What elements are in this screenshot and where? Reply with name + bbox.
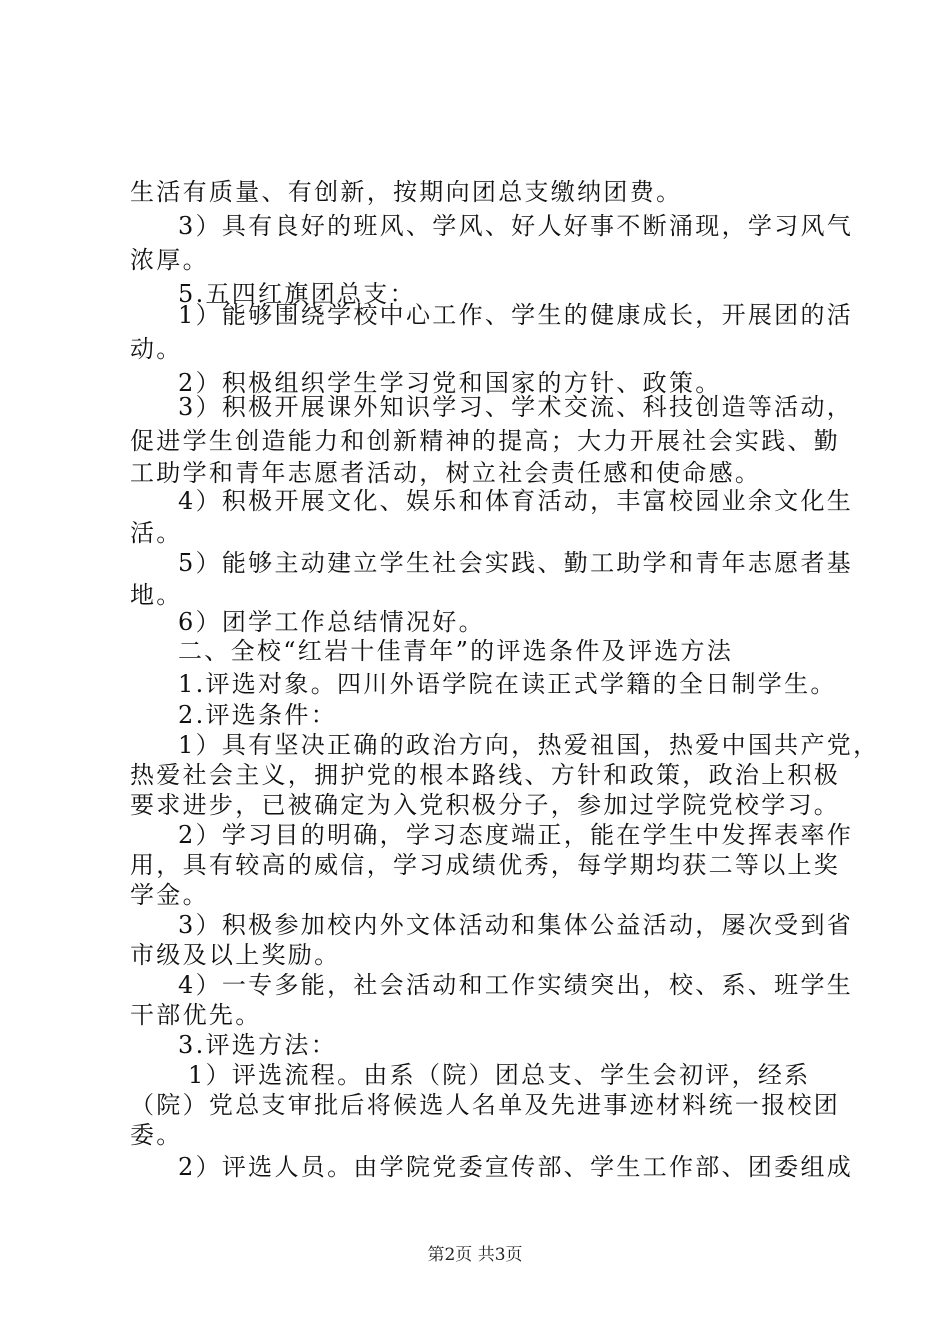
text-line: 动。 <box>130 335 183 363</box>
text-line: 4）一专多能，社会活动和工作实绩突出，校、系、班学生 <box>178 971 854 999</box>
text-line: 6）团学工作总结情况好。 <box>178 608 485 636</box>
text-line: 热爱社会主义，拥护党的根本路线、方针和政策，政治上积极 <box>130 761 841 789</box>
text-line: 2）评选人员。由学院党委宣传部、学生工作部、团委组成 <box>178 1153 854 1181</box>
text-line: 1.评选对象。四川外语学院在读正式学籍的全日制学生。 <box>178 670 837 698</box>
text-line: 促进学生创造能力和创新精神的提高；大力开展社会实践、勤 <box>130 427 841 455</box>
section-heading: 3.评选方法： <box>178 1031 337 1059</box>
text-line: 3）具有良好的班风、学风、好人好事不断涌现，学习风气 <box>178 212 854 240</box>
text-line: 活。 <box>130 519 183 547</box>
text-line: 干部优先。 <box>130 1001 262 1029</box>
text-line: 3）积极参加校内外文体活动和集体公益活动，屡次受到省 <box>178 911 854 939</box>
text-line: 5）能够主动建立学生社会实践、勤工助学和青年志愿者基 <box>178 549 854 577</box>
text-line: 生活有质量、有创新，按期向团总支缴纳团费。 <box>130 178 683 206</box>
text-line: 3）积极开展课外知识学习、学术交流、科技创造等活动， <box>178 393 854 421</box>
text-line: 1）能够围绕学校中心工作、学生的健康成长，开展团的活 <box>178 301 854 329</box>
page-footer <box>0 1244 950 1266</box>
text-line: 2）积极组织学生学习党和国家的方针、政策。 <box>178 369 722 397</box>
section-heading: 5.五四红旗团总支： <box>178 280 416 308</box>
text-line: （院）党总支审批后将候选人名单及先进事迹材料统一报校团 <box>130 1091 841 1119</box>
text-line: 地。 <box>130 581 183 609</box>
page-number: 第2页 共3页 <box>427 1245 523 1265</box>
text-line: 学金。 <box>130 881 209 909</box>
text-line: 工助学和青年志愿者活动，树立社会责任感和使命感。 <box>130 459 762 487</box>
text-line: 4）积极开展文化、娱乐和体育活动，丰富校园业余文化生 <box>178 487 854 515</box>
text-line: 市级及以上奖励。 <box>130 941 341 969</box>
text-line: 1）评选流程。由系（院）团总支、学生会初评，经系 <box>188 1061 811 1089</box>
text-line: 委。 <box>130 1121 183 1149</box>
section-heading: 二、全校“红岩十佳青年”的评选条件及评选方法 <box>178 637 734 665</box>
text-line: 要求进步，已被确定为入党积极分子，参加过学院党校学习。 <box>130 791 841 819</box>
text-line: 2）学习目的明确，学习态度端正，能在学生中发挥表率作 <box>178 821 854 849</box>
section-heading: 2.评选条件： <box>178 701 337 729</box>
text-line: 1）具有坚决正确的政治方向，热爱祖国，热爱中国共产党， <box>178 731 880 759</box>
text-line: 用，具有较高的威信，学习成绩优秀，每学期均获二等以上奖 <box>130 851 841 879</box>
text-line: 浓厚。 <box>130 246 209 274</box>
